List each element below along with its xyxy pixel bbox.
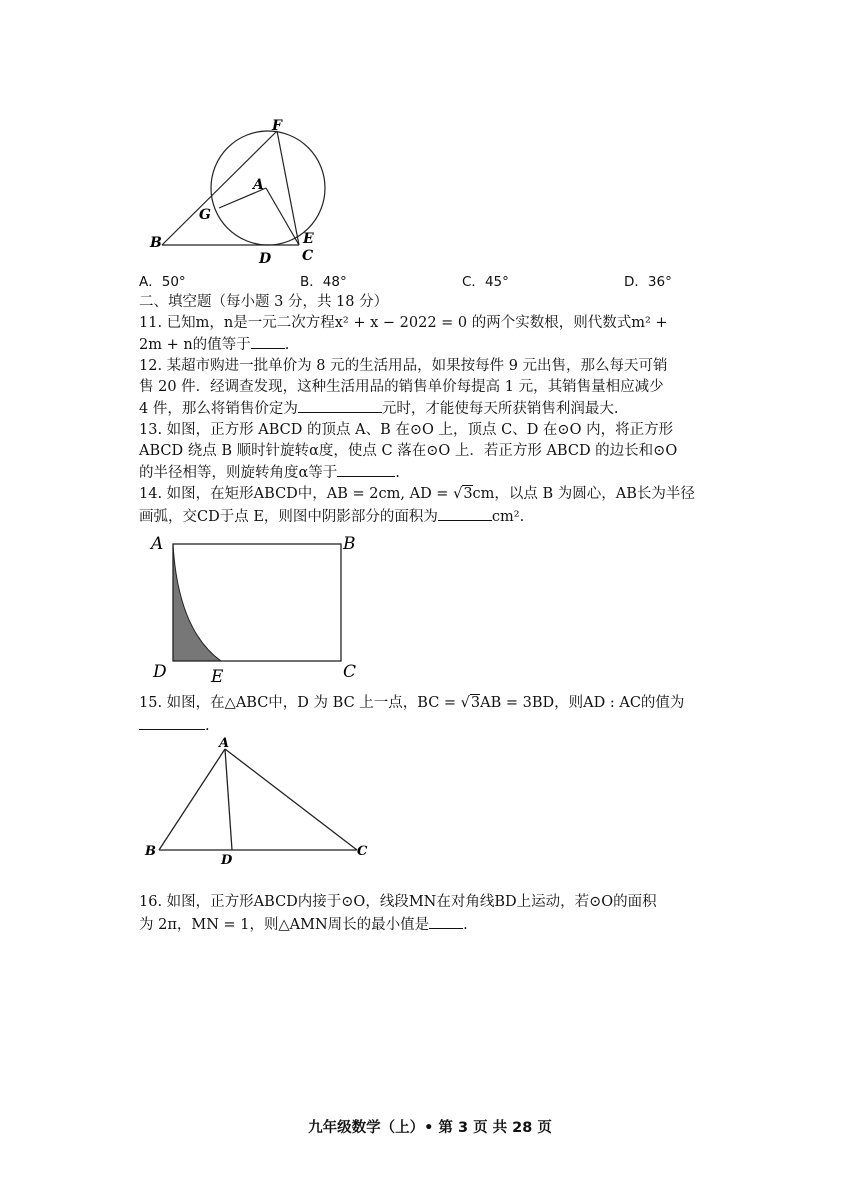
- label-e: E: [303, 231, 314, 247]
- q10-circle-figure: [140, 112, 340, 267]
- q13-line3: 的半径相等，则旋转角度α等于 .: [139, 462, 729, 483]
- q12-answer-blank: [298, 398, 382, 413]
- q11-line2: 2m + n的值等于 .: [139, 334, 729, 355]
- q10-options: [139, 270, 699, 290]
- label-b: B: [343, 534, 356, 554]
- q14-line1: 14. 如图，在矩形ABCD中，AB = 2cm, AD = √3cm，以点 B 为圆心，AB长为半径: [139, 486, 695, 502]
- shaded-region: [173, 544, 221, 661]
- label-d: D: [221, 853, 233, 868]
- label-a: A: [219, 736, 230, 751]
- option-a: A．50°: [139, 274, 186, 290]
- q16-line1: 16. 如图，正方形ABCD内接于⊙O，线段MN在对角线BD上运动，若⊙O的面积: [139, 894, 657, 910]
- q14-rectangle-figure: [145, 525, 370, 685]
- label-g: G: [199, 207, 211, 223]
- q12-line1: 12. 某超市购进一批单价为 8 元的生活用品，如果按每件 9 元出售，那么每天可销: [139, 358, 668, 374]
- page-footer: 九年级数学（上）• 第 3 页 共 28 页: [308, 1120, 552, 1136]
- label-f: F: [272, 118, 282, 134]
- q16-answer-blank: [429, 914, 463, 929]
- label-b: B: [150, 235, 162, 251]
- label-d: D: [259, 251, 272, 267]
- q15-line2: .: [139, 715, 729, 736]
- q12-line3: 4 件，那么将销售价定为 元时，才能使每天所获销售利润最大.: [139, 398, 729, 419]
- q15-answer-blank: [139, 715, 205, 730]
- q13-answer-blank: [337, 462, 395, 477]
- q13-line2: ABCD 绕点 B 顺时针旋转α度，使点 C 落在⊙O 上．若正方形 ABCD 的边长和⊙O: [139, 443, 678, 459]
- label-d: D: [153, 662, 167, 682]
- circle-o: [211, 131, 325, 245]
- label-c: C: [357, 844, 368, 859]
- label-c: C: [302, 248, 314, 264]
- section-heading: 二、填空题（每小题 3 分，共 18 分）: [139, 294, 389, 310]
- q13-line1: 13. 如图，正方形 ABCD 的顶点 A、B 在⊙O 上，顶点 C、D 在⊙O 内，将正方形: [139, 422, 674, 438]
- label-e: E: [211, 667, 224, 685]
- label-a: A: [151, 534, 164, 554]
- option-c: C．45°: [462, 274, 509, 290]
- label-a: A: [253, 177, 264, 193]
- q14-line2: 画弧，交CD于点 E，则图中阴影部分的面积为 cm².: [139, 506, 729, 527]
- q11-answer-blank: [251, 334, 285, 349]
- q12-line2: 售 20 件．经调查发现，这种生活用品的销售单价每提高 1 元，其销售量相应减少: [139, 379, 664, 395]
- q14-answer-blank: [438, 506, 492, 521]
- q15-line1: 15. 如图，在△ABC中，D 为 BC 上一点，BC = √3AB = 3BD，则AD : AC的值为: [139, 695, 685, 711]
- q11-line1: 11. 已知m，n是一元二次方程x² + x − 2022 = 0 的两个实数根，则代数式m² +: [139, 315, 668, 331]
- q16-line2: 为 2π，MN = 1，则△AMN周长的最小值是 .: [139, 914, 729, 935]
- label-c: C: [343, 662, 357, 682]
- option-b: B．48°: [300, 274, 347, 290]
- label-b: B: [145, 844, 156, 859]
- q15-triangle-figure: [140, 730, 375, 870]
- option-d: D．36°: [624, 274, 672, 290]
